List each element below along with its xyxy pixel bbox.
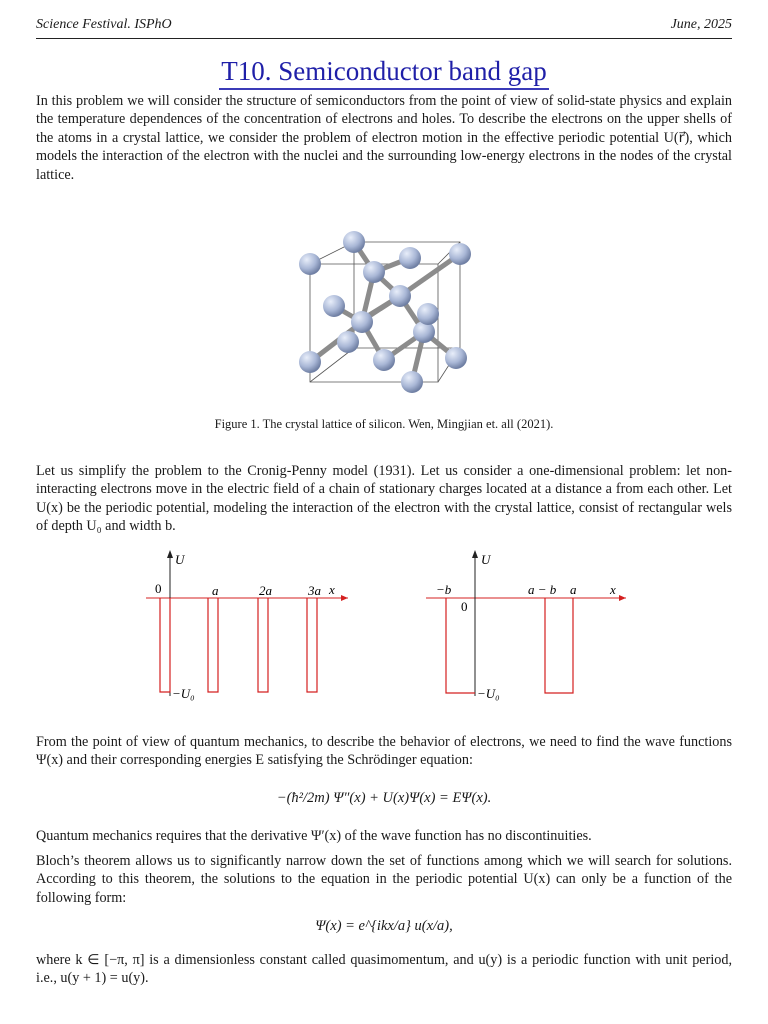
qm-paragraph: From the point of view of quantum mechanics, to describe the behavior of electrons, we need to find the wave functions Ψ(x) and their corresponding energies E satisfying the Schrödinger equation: [36,734,732,769]
potential-plot-right [420,548,640,708]
x-axis-label: x [329,582,335,597]
header-right: June, 2025 [670,17,732,32]
figure1-caption: Figure 1. The crystal lattice of silicon. Wen, Mingjian et. all (2021). [214,417,554,431]
depth-label: −U₀ [477,686,500,701]
potential-plot-left [140,548,360,708]
page-title-wrap [0,56,768,87]
tick-a-minus-b: a − b [528,582,557,597]
silicon-lattice-figure [288,222,488,402]
tick-minus-b: −b [436,582,452,597]
tick-2a: 2a [259,583,272,598]
y-axis-label: U [175,552,185,567]
final-paragraph: where k ∈ [−π, π] is a dimensionless constant called quasimomentum, and u(y) is a periodic function with unit period, i.e., u(y + 1) = u(y). [36,952,732,987]
header-left: Science Festival. ISPhO [36,17,172,32]
page-title: T10. Semiconductor band gap [219,56,548,90]
potential-wells [160,598,317,692]
intro-paragraph: In this problem we will consider the structure of semiconductors from the point of view of solid-state physics and explain the temperature dependences of the concentration of electrons and holes. To describe the electrons on the upper shells of the atoms in a crystal lattice, we consider the problem of electron motion in the effective periodic potential U(r⃗), which models the interaction of the electron with the nuclei and the surrounding low-energy electrons in the nodes of the crystal lattice. [36,93,732,183]
tick-a: a [570,582,577,597]
model-paragraph: Let us simplify the problem to the Cronig-Penny model (1931). Let us consider a one-dimensional problem: let non-interacting electrons move in the electric field of a chain of stationary charges located at a distance a from each other. Let U(x) be the periodic potential, modeling the interaction of the electron with the crystal lattice, consist of rectangular wels of depth U₀ and width b. [36,463,732,535]
tick-0: 0 [461,599,468,614]
continuity-line: Quantum mechanics requires that the derivative Ψ′(x) of the wave function has no discontinuities. [36,828,592,844]
depth-label: −U₀ [172,686,195,701]
bloch-equation: Ψ(x) = e^{ikx/a} u(x/a), [315,918,453,934]
bloch-paragraph: Bloch’s theorem allows us to significantly narrow down the set of functions among which we will search for solutions. According to this theorem, the solutions to the equation in the periodic potential U(x) can only be a function of the following form: [36,853,732,906]
page-header [36,14,732,39]
schrodinger-equation: −(ħ²/2m) Ψ″(x) + U(x)Ψ(x) = EΨ(x). [276,790,492,806]
tick-3a: 3a [308,583,321,598]
tick-0: 0 [155,581,162,596]
atoms [299,231,471,393]
x-axis-label: x [610,582,616,597]
y-axis-label: U [481,552,491,567]
tick-a: a [212,583,219,598]
